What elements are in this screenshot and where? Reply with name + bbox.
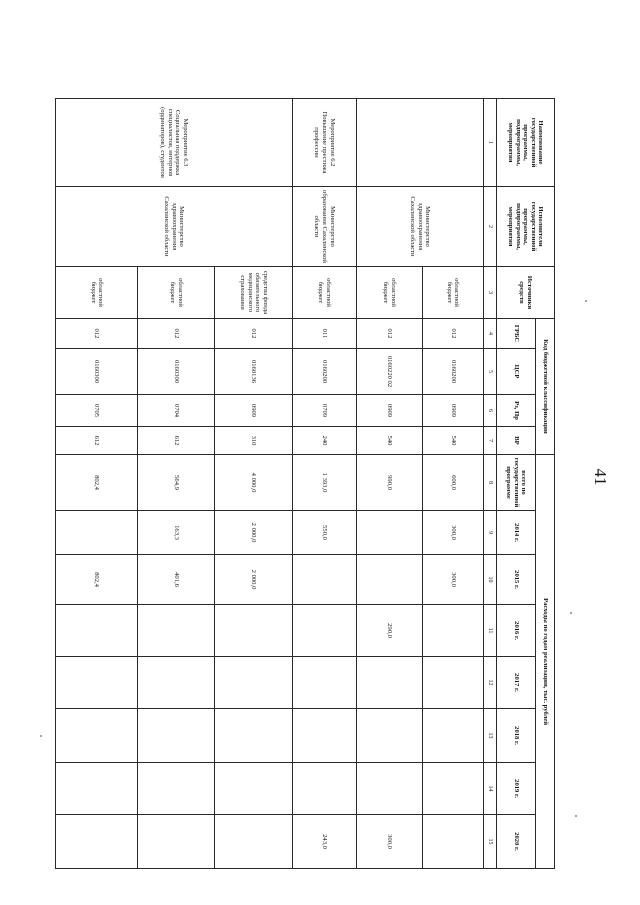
csr-cell: 0160200 bbox=[422, 349, 483, 395]
header-year-2014: 2014 г. bbox=[497, 511, 536, 555]
header-rzpr: Рз, Пр bbox=[497, 395, 536, 427]
header-vr: ВР bbox=[497, 427, 536, 455]
vr-cell: 540 bbox=[422, 427, 483, 455]
column-number: 11 bbox=[484, 605, 497, 657]
year-2019-cell bbox=[215, 763, 292, 815]
year-2016-cell bbox=[422, 605, 483, 657]
rotated-content bbox=[55, 98, 555, 868]
column-number: 14 bbox=[484, 763, 497, 815]
year-2014-cell: 2 000,0 bbox=[215, 511, 292, 555]
year-2019-cell bbox=[422, 763, 483, 815]
grbs-cell: 012 bbox=[422, 319, 483, 349]
year-2019-cell bbox=[292, 763, 356, 815]
total-cell: 1 393,0 bbox=[292, 455, 356, 511]
year-2019-cell bbox=[356, 763, 422, 815]
rzpr-cell: 0704 bbox=[138, 395, 215, 427]
header-year-2018: 2018 г. bbox=[497, 709, 536, 763]
scan-speck bbox=[585, 300, 587, 302]
header-expenses: Расходы по годам реализации, тыс. рублей bbox=[536, 455, 555, 869]
year-2014-cell: 300,0 bbox=[422, 511, 483, 555]
year-2015-cell: 2 000,0 bbox=[215, 555, 292, 605]
budget-table bbox=[55, 98, 555, 869]
header-sources: Источники средств bbox=[497, 267, 555, 319]
year-2020-cell: 243,0 bbox=[292, 815, 356, 869]
column-number: 13 bbox=[484, 709, 497, 763]
year-2018-cell bbox=[138, 709, 215, 763]
event-name-cell: Мероприятие 6.3 Социальная поддержка специалистов, интернов (ординаторов), студентов bbox=[56, 99, 293, 187]
executor-cell: Министерство образования Сахалинской области bbox=[292, 187, 356, 267]
column-number: 5 bbox=[484, 349, 497, 395]
source-cell: областной бюджет bbox=[56, 267, 138, 319]
scan-speck bbox=[575, 815, 577, 817]
header-year-2017: 2017 г. bbox=[497, 657, 536, 709]
year-2014-cell bbox=[356, 511, 422, 555]
column-number: 8 bbox=[484, 455, 497, 511]
column-number: 10 bbox=[484, 555, 497, 605]
year-2016-cell bbox=[138, 605, 215, 657]
year-2018-cell bbox=[56, 709, 138, 763]
year-2015-cell: 802,4 bbox=[56, 555, 138, 605]
vr-cell: 540 bbox=[356, 427, 422, 455]
column-number: 9 bbox=[484, 511, 497, 555]
year-2016-cell: 290,0 bbox=[356, 605, 422, 657]
year-2019-cell bbox=[138, 763, 215, 815]
header-year-2019: 2019 г. bbox=[497, 763, 536, 815]
header-grbs: ГРБС bbox=[497, 319, 536, 349]
year-2016-cell bbox=[215, 605, 292, 657]
scan-speck bbox=[570, 612, 572, 614]
total-cell: 802,4 bbox=[56, 455, 138, 511]
header-year-2016: 2016 г. bbox=[497, 605, 536, 657]
csr-cell: 0160220 02 bbox=[356, 349, 422, 395]
year-2015-cell: 300,0 bbox=[422, 555, 483, 605]
scan-speck bbox=[40, 735, 42, 737]
vr-cell: 612 bbox=[56, 427, 138, 455]
year-2020-cell bbox=[56, 815, 138, 869]
year-2015-cell bbox=[292, 555, 356, 605]
rotated-table-container bbox=[55, 98, 555, 868]
grbs-cell: 012 bbox=[138, 319, 215, 349]
csr-cell: 0160300 bbox=[56, 349, 138, 395]
csr-cell: 0160300 bbox=[138, 349, 215, 395]
year-2020-cell bbox=[215, 815, 292, 869]
executor-cell: Министерство здравоохранения Сахалинской области bbox=[56, 187, 293, 267]
source-cell: областной бюджет bbox=[138, 267, 215, 319]
year-2019-cell bbox=[56, 763, 138, 815]
source-cell: средства фонда обязательного медицинского страхования bbox=[215, 267, 292, 319]
grbs-cell: 011 bbox=[292, 319, 356, 349]
header-executors: Исполнители государственной программы, подпрограммы, мероприятия bbox=[497, 187, 555, 267]
year-2017-cell bbox=[138, 657, 215, 709]
column-number: 12 bbox=[484, 657, 497, 709]
table-row bbox=[422, 99, 483, 869]
year-2014-cell: 550,0 bbox=[292, 511, 356, 555]
year-2018-cell bbox=[422, 709, 483, 763]
table-row bbox=[292, 99, 356, 869]
total-cell: 600,0 bbox=[422, 455, 483, 511]
column-number: 2 bbox=[484, 187, 497, 267]
year-2014-cell bbox=[56, 511, 138, 555]
year-2017-cell bbox=[356, 657, 422, 709]
header-budget-codes: Код бюджетной классификации bbox=[536, 319, 555, 455]
year-2016-cell bbox=[292, 605, 356, 657]
year-2018-cell bbox=[215, 709, 292, 763]
source-cell: областной бюджет bbox=[422, 267, 483, 319]
grbs-cell: 012 bbox=[356, 319, 422, 349]
year-2018-cell bbox=[292, 709, 356, 763]
event-name-cell: Мероприятие 6.2 Повышение престижа профессии bbox=[292, 99, 356, 187]
vr-cell: 310 bbox=[215, 427, 292, 455]
year-2017-cell bbox=[215, 657, 292, 709]
year-2020-cell bbox=[138, 815, 215, 869]
csr-cell: 0160200 bbox=[292, 349, 356, 395]
column-number: 1 bbox=[484, 99, 497, 187]
column-number: 4 bbox=[484, 319, 497, 349]
vr-cell: 240 bbox=[292, 427, 356, 455]
total-cell: 4 000,0 bbox=[215, 455, 292, 511]
page-number: 41 bbox=[591, 468, 610, 486]
csr-cell: 0160136 bbox=[215, 349, 292, 395]
column-number: 3 bbox=[484, 267, 497, 319]
year-2017-cell bbox=[292, 657, 356, 709]
year-2014-cell: 163,3 bbox=[138, 511, 215, 555]
header-csr: ЦСР bbox=[497, 349, 536, 395]
column-number: 6 bbox=[484, 395, 497, 427]
header-row-1 bbox=[536, 99, 555, 869]
year-2015-cell bbox=[356, 555, 422, 605]
table-row bbox=[215, 99, 292, 869]
year-2018-cell bbox=[356, 709, 422, 763]
grbs-cell: 012 bbox=[56, 319, 138, 349]
rzpr-cell: 0705 bbox=[56, 395, 138, 427]
event-name-cell bbox=[356, 99, 483, 187]
year-2017-cell bbox=[56, 657, 138, 709]
total-cell: 564,9 bbox=[138, 455, 215, 511]
header-total: всего по государственной программе bbox=[497, 455, 536, 511]
executor-cell: Министерство здравоохранения Сахалинской области bbox=[356, 187, 483, 267]
rzpr-cell: 0909 bbox=[215, 395, 292, 427]
column-number: 15 bbox=[484, 815, 497, 869]
header-program-name: Наименование государственной программы, подпрограммы, мероприятия bbox=[497, 99, 555, 187]
year-2017-cell bbox=[422, 657, 483, 709]
vr-cell: 612 bbox=[138, 427, 215, 455]
year-2016-cell bbox=[56, 605, 138, 657]
rzpr-cell: 0909 bbox=[422, 395, 483, 427]
header-year-2020: 2020 г. bbox=[497, 815, 536, 869]
total-cell: 990,0 bbox=[356, 455, 422, 511]
source-cell: областной бюджет bbox=[356, 267, 422, 319]
source-cell: областной бюджет bbox=[292, 267, 356, 319]
column-number: 7 bbox=[484, 427, 497, 455]
rzpr-cell: 0909 bbox=[356, 395, 422, 427]
column-number-row bbox=[484, 99, 497, 869]
year-2020-cell: 300,0 bbox=[356, 815, 422, 869]
header-year-2015: 2015 г. bbox=[497, 555, 536, 605]
year-2020-cell bbox=[422, 815, 483, 869]
rzpr-cell: 0709 bbox=[292, 395, 356, 427]
year-2015-cell: 401,6 bbox=[138, 555, 215, 605]
grbs-cell: 012 bbox=[215, 319, 292, 349]
